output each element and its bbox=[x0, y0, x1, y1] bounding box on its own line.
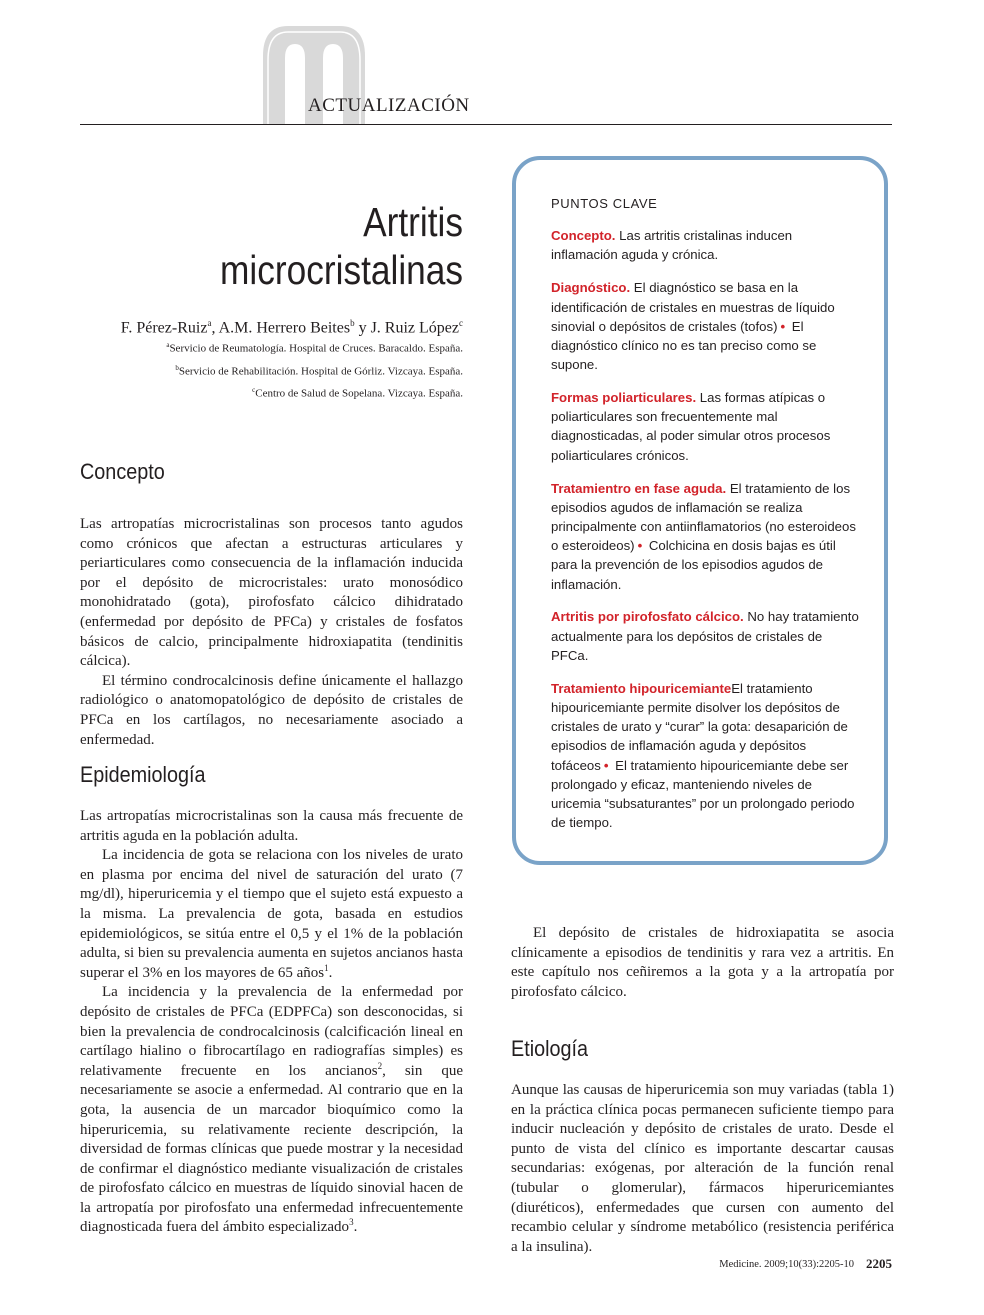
heading-epidemiologia: Epidemiología bbox=[80, 762, 206, 787]
key-point-text: No hay tratamiento actualmente para los depósitos de cristales de PFCa. bbox=[551, 609, 859, 663]
author-name: J. Ruiz López bbox=[370, 319, 459, 337]
reference-marker[interactable]: 2 bbox=[377, 1060, 383, 1071]
key-point-term: Artritis por pirofosfato cálcico. bbox=[551, 609, 744, 625]
etiologia-body bbox=[511, 1081, 894, 1257]
key-point-text: Las formas atípicas o poliarticulares son frecuentemente mal diagnosticadas, al poder simular otros procesos poliarticulares crónicos. bbox=[551, 390, 831, 463]
key-point-item bbox=[551, 278, 861, 374]
header-rule bbox=[80, 124, 892, 125]
key-point-text: Colchicina en dosis bajas es útil para la prevención de los episodios agudos de inflamación. bbox=[551, 538, 836, 592]
affiliation-text: Servicio de Rehabilitación. Hospital de Górliz. Vizcaya. España. bbox=[178, 365, 463, 378]
hidroxiapatita-paragraph: El depósito de cristales de hidroxiapatita se asocia clínicamente a episodios de tendinitis y rara vez a artritis. En este capítulo nos ceñiremos a la gota y a la artropatía por pirofosfato cálcico. bbox=[511, 925, 894, 1000]
bullet-icon: • bbox=[603, 757, 609, 773]
key-point-text: El tratamiento de los episodios agudos de inflamación se realiza principalmente con antiinflamatorios (no esteroideos o esteroideos) bbox=[551, 480, 856, 554]
title-line-1: Artritis bbox=[363, 199, 463, 245]
author-list bbox=[43, 313, 463, 338]
key-point-text: Las artritis cristalinas inducen inflamación aguda y crónica. bbox=[551, 228, 793, 263]
affiliation-list bbox=[43, 336, 463, 404]
right-column-body bbox=[511, 924, 894, 1002]
epidemiologia-body bbox=[80, 807, 463, 1238]
affiliation-marker: b bbox=[175, 363, 179, 372]
affiliation bbox=[43, 381, 463, 404]
author-separator: , bbox=[211, 319, 219, 337]
key-point-item bbox=[551, 226, 861, 264]
key-point-term: Diagnóstico. bbox=[551, 280, 631, 296]
affiliation-marker: a bbox=[166, 341, 170, 349]
affiliation-marker: a bbox=[207, 318, 212, 328]
affiliation-marker: c bbox=[459, 318, 463, 328]
key-point-item bbox=[551, 679, 861, 833]
key-point-text: El diagnóstico clínico no es tan preciso como se supone. bbox=[551, 318, 817, 373]
key-points-content bbox=[551, 194, 861, 846]
epidemiologia-paragraph: La incidencia de gota se relaciona con los niveles de urato en plasma por encima del nivel de saturación del urato (7 mg/dl), hiperuricemia y el tiempo que el sujeto está expuesto a la misma. La prevalencia de gota, basada en estudios epidemiológicos, se sitúa entre el 0,5 y el 1% de la población adulta, si bien su prevalencia aumenta en sujetos ancianos hasta superar el 3% en los mayores de 65 años$^1$. bbox=[80, 847, 463, 981]
concepto-paragraph: El término condrocalcinosis define únicamente el hallazgo radiológico o anatomopatológico de depósito de cristales de PFCa en los cartílagos, no necesariamente asociado a enfermedad. bbox=[80, 672, 463, 748]
affiliation-marker: c bbox=[252, 386, 256, 395]
epidemiologia-paragraph: La incidencia y la prevalencia de la enfermedad por depósito de cristales de PFCa (EDPFCa) son desconocidas, si bien la prevalencia de condrocalcinosis (calcificación lineal en cartílago hialino o fibrocartílago en radiografías simples) es relativamente frecuente en los ancianos$^2$, sin que necesariamente se asocie a enfermedad. Al contrario que en la gota, la ausencia de un marcador bioquímico como la hiperuricemia, su relativamente reciente descripción, la diversidad de formas clínicas que puede mostrar y la necesidad de confirmar el diagnóstico mediante visualización de cristales de pirofosfato cálcico en muestras de líquido sinovial hacen de la artropatía por pirofosfato una enfermedad infrecuentemente diagnosticada fuera del ámbito especializado$^3$. bbox=[80, 984, 463, 1236]
concepto-paragraph: Las artropatías microcristalinas son procesos tanto agudos como crónicos que afectan a estructuras articulares y periarticulares como consecuencia de la inflamación inducida por el depósito de microcristales: urato monosódico monohidratado (gota), pirofosfato cálcico dihidratado (enfermedad por depósito de PFCa) y cristales de fosfatos básicos de calcio, principalmente hidroxiapatita (tendinitis cálcica). bbox=[80, 516, 463, 670]
etiologia-paragraph: Aunque las causas de hiperuricemia son muy variadas (tabla 1) en la práctica clínica pocas permanecen suficiente tiempo para inducir nucleación y depósito de cristales de urato. Desde el punto de vista del clínico es importante descartar causas secundarias: exógenas, por alteración de la función renal (tubular o glomerular), fármacos hiperuricemiantes (diuréticos), enfermedades que cursen con aumento del recambio celular y síndrome metabólico (resistencia periférica a la insulina). bbox=[511, 1082, 894, 1255]
affiliation-marker: b bbox=[350, 318, 355, 328]
concepto-body bbox=[80, 515, 463, 750]
journal-citation: Medicine. 2009;10(33):2205-10 bbox=[719, 1259, 854, 1270]
author-name: F. Pérez-Ruiz bbox=[120, 319, 208, 337]
key-point-item bbox=[551, 388, 861, 465]
section-label: ACTUALIZACIÓN bbox=[308, 95, 470, 116]
key-point-text: El tratamiento hipouricemiante permite disolver los depósitos de cristales de urato y “curar” la gota: desaparición de episodios de inflamación aguda y depósitos tofáceos bbox=[551, 680, 848, 773]
epidemiologia-paragraph: Las artropatías microcristalinas son la causa más frecuente de artritis aguda en la población adulta. bbox=[80, 808, 463, 844]
bullet-icon: • bbox=[637, 538, 643, 554]
key-point-term: Tratamientro en fase aguda. bbox=[551, 480, 727, 496]
key-point-term: Tratamiento hipouricemiante bbox=[551, 680, 732, 696]
key-points-title: PUNTOS CLAVE bbox=[551, 196, 658, 211]
affiliation bbox=[43, 359, 463, 382]
heading-concepto: Concepto bbox=[80, 459, 165, 484]
affiliation bbox=[43, 336, 463, 359]
author-separator: y bbox=[354, 319, 371, 337]
bullet-icon: • bbox=[780, 318, 786, 334]
title-line-2: microcristalinas bbox=[220, 247, 463, 293]
key-point-term: Formas poliarticulares. bbox=[551, 390, 697, 405]
reference-marker[interactable]: 1 bbox=[324, 962, 329, 973]
key-point-item bbox=[551, 607, 861, 665]
author-name: A.M. Herrero Beites bbox=[218, 319, 351, 337]
key-points-box bbox=[512, 156, 888, 865]
key-point-text: El diagnóstico se basa en la identificación de cristales en muestras de líquido sinovial o depósitos de cristales (tofos) bbox=[551, 280, 835, 334]
key-point-item bbox=[551, 479, 861, 594]
affiliation-text: Centro de Salud de Sopelana. Vizcaya. España. bbox=[255, 387, 463, 400]
article-title bbox=[102, 198, 463, 294]
key-point-text: El tratamiento hipouricemiante debe ser prolongado y eficaz, manteniendo niveles de uricemia “subsaturantes” por un prolongado periodo de tiempo. bbox=[551, 757, 855, 831]
key-point-term: Concepto. bbox=[551, 228, 616, 244]
page-number: 2205 bbox=[866, 1256, 892, 1271]
affiliation-text: Servicio de Reumatología. Hospital de Cruces. Baracaldo. España. bbox=[169, 342, 463, 355]
reference-marker[interactable]: 3 bbox=[349, 1217, 354, 1228]
heading-etiologia: Etiología bbox=[511, 1036, 589, 1061]
